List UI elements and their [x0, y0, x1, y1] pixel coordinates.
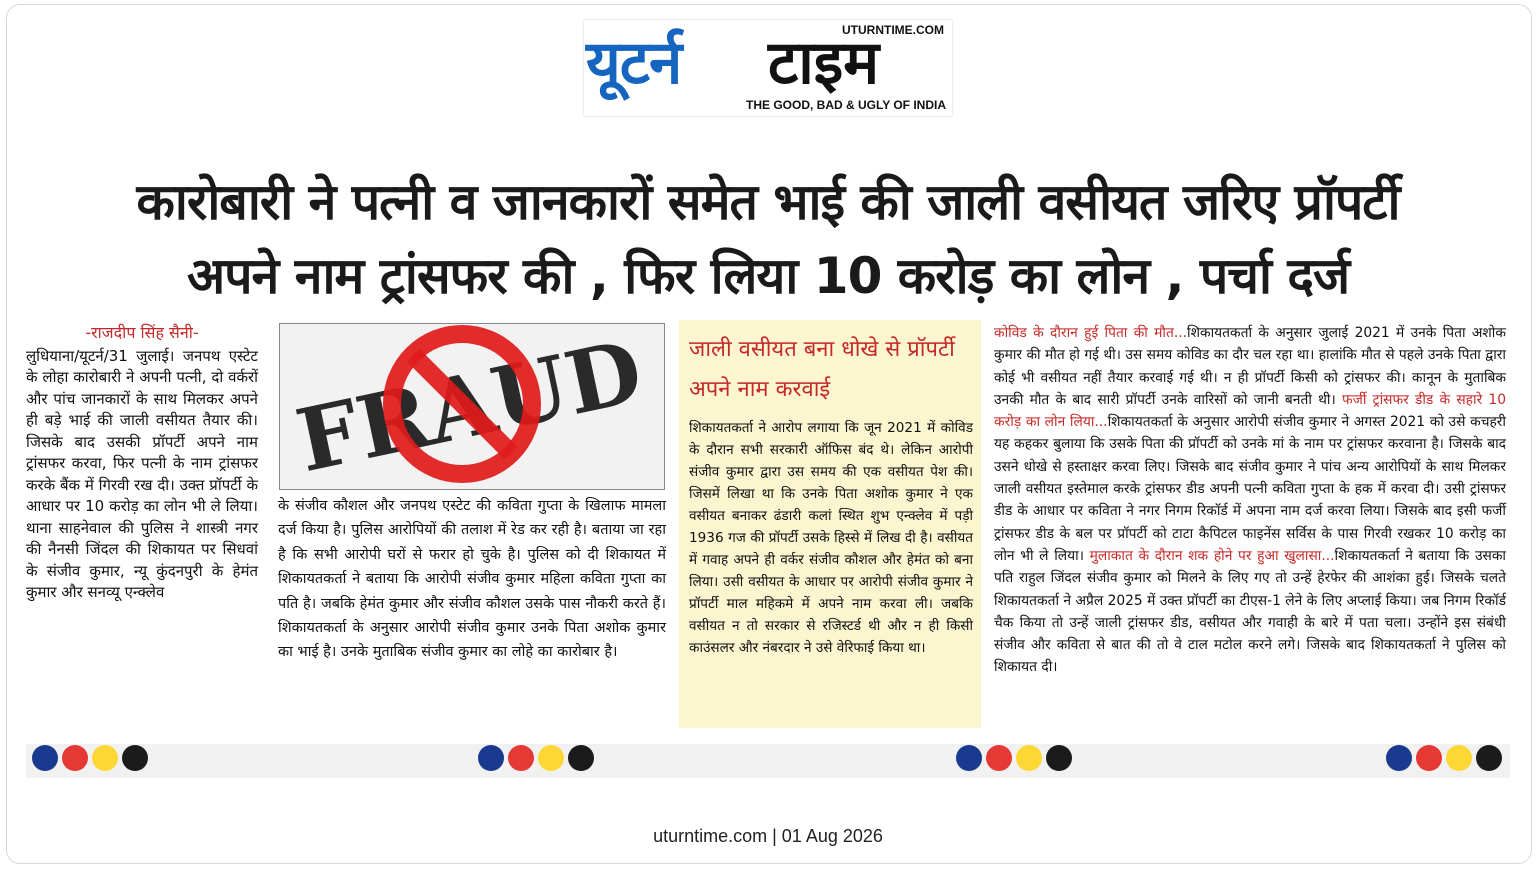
masthead-name-part1: यूटर्न	[586, 28, 682, 98]
fraud-image	[279, 323, 665, 490]
dot-blue	[1386, 745, 1412, 771]
dot-yellow	[92, 745, 118, 771]
subhead-loan: फर्जी ट्रांसफर डीड के सहारे 10 करोड़ का लोन लिया...	[994, 391, 1506, 431]
dot-group-4	[1386, 745, 1502, 777]
column-2-text: के संजीव कौशल और जनपथ एस्टेट की कविता गुप्ता के खिलाफ मामला दर्ज किया है। पुलिस आरोपियों की तलाश में रेड कर रही है। बताया जा रहा है कि सभी आरोपी घरों से फरार हो चुके है। पुलिस को दी शिकायत में शिकायतकर्ता ने बताया कि आरोपी संजीव कुमार महिला कविता गुप्ता का पति है। जबकि हेमंत कुमार और संजीव कौशल उसके पास नौकरी करते हैं। शिकायतकर्ता के अनुसार आरोपी संजीव कुमार उनके पिता अशोक कुमार का भाई है। उनके मुताबिक संजीव कुमार का लोहे का कारोबार है।	[278, 498, 666, 661]
headline	[20, 165, 1516, 313]
dot-blue	[956, 745, 982, 771]
dot-black	[122, 745, 148, 771]
subhead-meeting: मुलाकात के दौरान शक होने पर हुआ खुलासा...	[1089, 547, 1335, 564]
dot-black	[1476, 745, 1502, 771]
masthead-url: UTURNTIME.COM	[842, 23, 944, 37]
dot-red	[1416, 745, 1442, 771]
dot-group-3	[956, 745, 1072, 777]
para-meeting: शिकायतकर्ता ने बताया कि उसका पति राहुल जिंदल संजीव कुमार को मिलने के लिए गए तो उन्हें हेरफेर की आशंका हुई। जिसके चलते शिकायतकर्ता ने अप्रैल 2025 में उक्त प्रॉपर्टी का टीएस-1 लेने के लिए अप्लाई किया। जब निगम रिकॉर्ड चैक किया तो उन्हें जाली ट्रांसफर डीड, वसीयत और गवाही के बारे में पता चला। उन्होंने इस संबंधी संजीव और कविता से बात की तो वे टाल मटोल करने लगे। जिसके बाद शिकायतकर्ता ने पुलिस को शिकायत दी।	[994, 547, 1506, 676]
sidebar-box	[679, 320, 981, 728]
byline: -राजदीप सिंह सैनी-	[85, 323, 199, 342]
subhead-covid: कोविड के दौरान हुई पिता की मौत...	[994, 325, 1188, 341]
fraud-stamp-icon	[280, 324, 664, 489]
dot-red	[508, 745, 534, 771]
dot-group-2	[478, 745, 594, 777]
masthead-name-part2: टाइम	[768, 28, 880, 98]
masthead-logo	[584, 20, 952, 116]
dot-yellow	[1016, 745, 1042, 771]
dot-blue	[32, 745, 58, 771]
dot-black	[1046, 745, 1072, 771]
dot-red	[986, 745, 1012, 771]
column-1-text: लुधियाना/यूटर्न/31 जुलाई। जनपथ एस्टेट के लोहा कारोबारी ने अपनी पत्नी, दो वर्करों और पांच जानकारों के साथ मिलकर अपने ही बड़े भाई की जाली वसीयत तैयार की। जिसके बाद उसकी प्रॉपर्टी अपने नाम ट्रांसफर करवा, फिर पत्नी के नाम ट्रांसफर करके बैंक में गिरवी रख दी। उक्त प्रॉपर्टी के आधार पर 10 करोड़ का लोन भी ले लिया। थाना साहनेवाल की पुलिस ने शास्त्री नगर की नैनसी जिंदल की शिकायत पर सिधवां के संजीव कुमार, न्यू कुंदनपुरी के हेमंत कुमार और सनव्यू एन्क्लेव	[26, 346, 258, 601]
column-2	[278, 494, 666, 665]
footer-text: uturntime.com | 01 Aug 2026	[653, 826, 883, 846]
sidebar-text: शिकायतकर्ता ने आरोप लगाया कि जून 2021 में कोविड के दौरान सभी सरकारी ऑफिस बंद थे। लेकिन आरोपी संजीव कुमार द्वारा उस समय की एक वसीयत पेश की। जिसमें लिखा था कि उनके पिता अशोक कुमार ने एक वसीयत बनाकर ढंडारी कलां स्थित शुभ एन्क्लेव में पड़ी 1936 गज की प्रॉपर्टी उसके हिस्से में लिख दी है। वसीयत में गवाह अपने ही वर्कर संजीव कौशल और हेमंत को बना लिया। उसी वसीयत के आधार पर आरोपी संजीव कुमार ने प्रॉपर्टी माल महिकमे में अपने नाम करवा ली। जबकि वसीयत न तो सरकार से रजिस्टर्ड थी और न ही किसी काउंसलर और नंबरदार ने उसे वेरिफाई किया था।	[689, 420, 973, 656]
dot-yellow	[1446, 745, 1472, 771]
sidebar-heading: जाली वसीयत बना धोखे से प्रॉपर्टी अपने नाम करवाई	[689, 337, 955, 402]
column-1	[26, 322, 258, 604]
dot-blue	[478, 745, 504, 771]
headline-line1: कारोबारी ने पत्नी व जानकारों समेत भाई की जाली वसीयत जरिए प्रॉपर्टी	[136, 173, 1400, 231]
column-4	[994, 322, 1506, 679]
dot-red	[62, 745, 88, 771]
para-covid: शिकायतकर्ता के अनुसार जुलाई 2021 में उनके पिता अशोक कुमार की मौत हो गई थी। उस समय कोविड का दौर चल रहा था। हालांकि मौत से पहले उनके पिता द्वारा कोई भी वसीयत नहीं तैयार करवाई गई थी। न ही प्रॉपर्टी किसी को ट्रांसफर की। कानून के मुताबिक उनकी मौत के बाद सारी प्रॉपर्टी उनके वारिसों को जानी बनती थी।	[994, 325, 1506, 408]
para-loan: शिकायतकर्ता के अनुसार आरोपी संजीव कुमार ने अगस्त 2021 को उसे कचहरी यह कहकर बुलाया कि उसके पिता की प्रॉपर्टी को उनके मां के नाम पर ट्रांसफर करवाना है। जिसके बाद उसने धोखे से हस्ताक्षर करवा लिए। जिसके बाद संजीव कुमार ने पांच अन्य आरोपियों के साथ मिलकर जाली वसीयत इस्तेमाल करके ट्रांसफर डीड अपनी पत्नी कविता गुप्ता के हक में करवा दी। उसी ट्रांसफर डीड के आधार पर कविता ने नगर निगम रिकॉर्ड में अपना नाम दर्ज करवा लिया। जिसके बाद इसी फर्जी ट्रांसफर डीड के बल पर प्रॉपर्टी को टाटा कैपिटल फाइनेंस सर्विस के पास गिरवी रखकर 10 करोड़ का लोन भी ले लिया।	[994, 414, 1507, 564]
dot-black	[568, 745, 594, 771]
headline-line2: अपने नाम ट्रांसफर की , फिर लिया 10 करोड़ का लोन , पर्चा दर्ज	[186, 247, 1350, 305]
dot-group-1	[32, 745, 148, 777]
dot-yellow	[538, 745, 564, 771]
color-dot-strip	[26, 744, 1510, 778]
masthead-tagline: THE GOOD, BAD & UGLY OF INDIA	[745, 98, 946, 112]
